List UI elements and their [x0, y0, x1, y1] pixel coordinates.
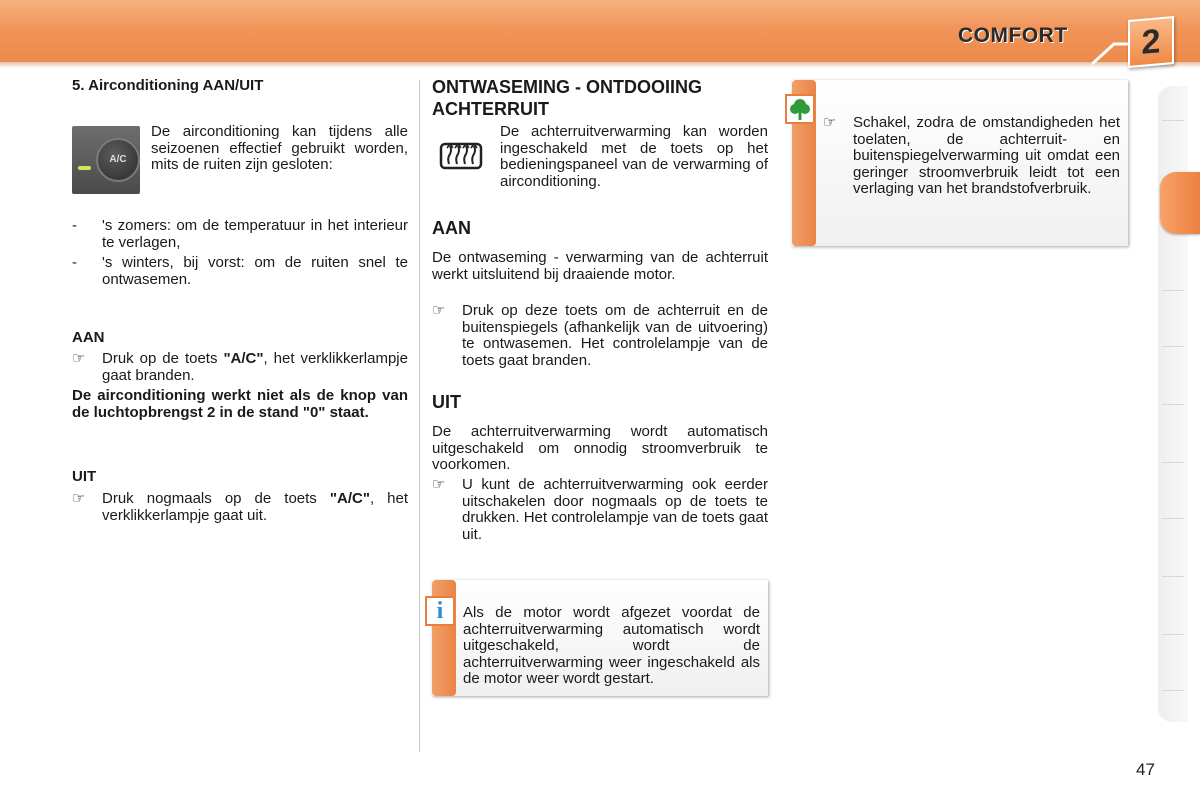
- defrost-section-title: [432, 76, 772, 120]
- instruction-text: Druk op deze toets om de achterruit en de buitenspiegels (afhankelijk van de uitvoering) te ontwasemen. Het controlelampje van de toets gaat branden.: [462, 302, 768, 369]
- dash-bullet: -: [72, 217, 77, 234]
- dash-bullet: -: [72, 254, 77, 271]
- defrost-on-text: De ontwaseming - verwarming van de achterruit werkt uitsluitend bij draaiende motor.: [432, 249, 768, 283]
- instruction-text: U kunt de achterruitverwarming ook eerder uitschakelen door nogmaals op de toets te drukken. Het controlelampje van de toets gaat uit.: [462, 476, 769, 543]
- section-title: COMFORT: [958, 24, 1068, 47]
- info-icon-glyph: i: [436, 598, 444, 624]
- header-shadow: [0, 62, 1200, 68]
- defrost-off-heading: UIT: [432, 392, 461, 412]
- instruction-text: Druk nogmaals op de toets: [102, 490, 330, 507]
- defrost-on-heading: AAN: [432, 218, 471, 238]
- pointer-icon: ☞: [432, 476, 446, 493]
- ac-section-title: 5. Airconditioning AAN/UIT: [72, 77, 264, 94]
- chapter-number: 2: [1128, 16, 1174, 68]
- ac-on-instruction: [72, 351, 408, 384]
- tree-icon: [787, 96, 813, 122]
- defrost-off-instruction: [432, 477, 768, 543]
- pointer-icon: ☞: [432, 302, 446, 319]
- eco-tip-text: Schakel, zodra de omstandigheden het toelaten, de achterruit- en buitenspiegelverwarming uit omdat een geringer stroomverbruik leidt tot een verlaging van het brandstofverbruik.: [853, 114, 1120, 197]
- defrost-off-text: De achterruitverwarming wordt automatisch uitgeschakeld om onnodig stroomverbruik te voorkomen.: [432, 423, 768, 473]
- tab-divider: [1162, 404, 1184, 405]
- ac-button-knob: A/C: [96, 138, 140, 182]
- eco-tree-icon: [785, 94, 815, 124]
- tab-divider: [1162, 518, 1184, 519]
- instruction-text: , het verklikkerlampje gaat uit.: [102, 490, 409, 524]
- pointer-icon: ☞: [823, 114, 837, 131]
- ac-off-heading: UIT: [72, 468, 97, 485]
- list-item-text: 's zomers: om de temperatuur in het interieur te verlagen,: [102, 217, 408, 251]
- button-name: "A/C": [329, 490, 370, 507]
- eco-tip-instruction: [823, 115, 1120, 198]
- defrost-title-line: ACHTERRUIT: [432, 99, 549, 119]
- list-item-text: 's winters, bij vorst: om de ruiten snel te ontwasemen.: [102, 254, 408, 288]
- ac-button-image: [72, 126, 140, 194]
- chapter-tab-notch: [1092, 40, 1132, 66]
- info-icon: [425, 596, 455, 626]
- rear-defrost-icon: [438, 138, 484, 174]
- pointer-icon: ☞: [72, 350, 86, 367]
- pointer-icon: ☞: [72, 490, 86, 507]
- page-number: 47: [1136, 760, 1155, 779]
- column-divider: [419, 80, 420, 752]
- instruction-text: Druk op de toets: [102, 350, 224, 367]
- tab-divider: [1162, 462, 1184, 463]
- tab-divider: [1162, 346, 1184, 347]
- defrost-intro-text: De achterruitverwarming kan worden ingeschakeld met de toets op het bedieningspaneel van de verwarming of airconditioning.: [500, 123, 768, 190]
- instruction-text: , het verklikkerlampje gaat branden.: [102, 350, 408, 384]
- tab-divider: [1162, 576, 1184, 577]
- chapter-tab-active[interactable]: [1160, 172, 1200, 234]
- list-item: [72, 255, 408, 288]
- tab-divider: [1162, 120, 1184, 121]
- info-box-text: Als de motor wordt afgezet voordat de achterruitverwarming automatisch wordt uitgeschakeld, wordt de achterruitverwarming weer ingeschakeld als de motor weer wordt gestart.: [463, 604, 760, 687]
- tab-divider: [1162, 634, 1184, 635]
- ac-warning-text: De airconditioning werkt niet als de knop van de luchtopbrengst 2 in de stand "0" staat.: [72, 387, 408, 421]
- tab-divider: [1162, 290, 1184, 291]
- list-item: [72, 218, 408, 251]
- defrost-on-instruction: [432, 303, 768, 369]
- ac-intro-text: De airconditioning kan tijdens alle seizoenen effectief gebruikt worden, mits de ruiten zijn gesloten:: [151, 123, 408, 173]
- defrost-title-line: ONTWASEMING - ONTDOOIING: [432, 77, 702, 97]
- ac-indicator-light: [78, 166, 91, 170]
- ac-on-heading: AAN: [72, 329, 105, 346]
- ac-off-instruction: [72, 491, 408, 524]
- button-name: "A/C": [223, 350, 264, 367]
- tab-divider: [1162, 690, 1184, 691]
